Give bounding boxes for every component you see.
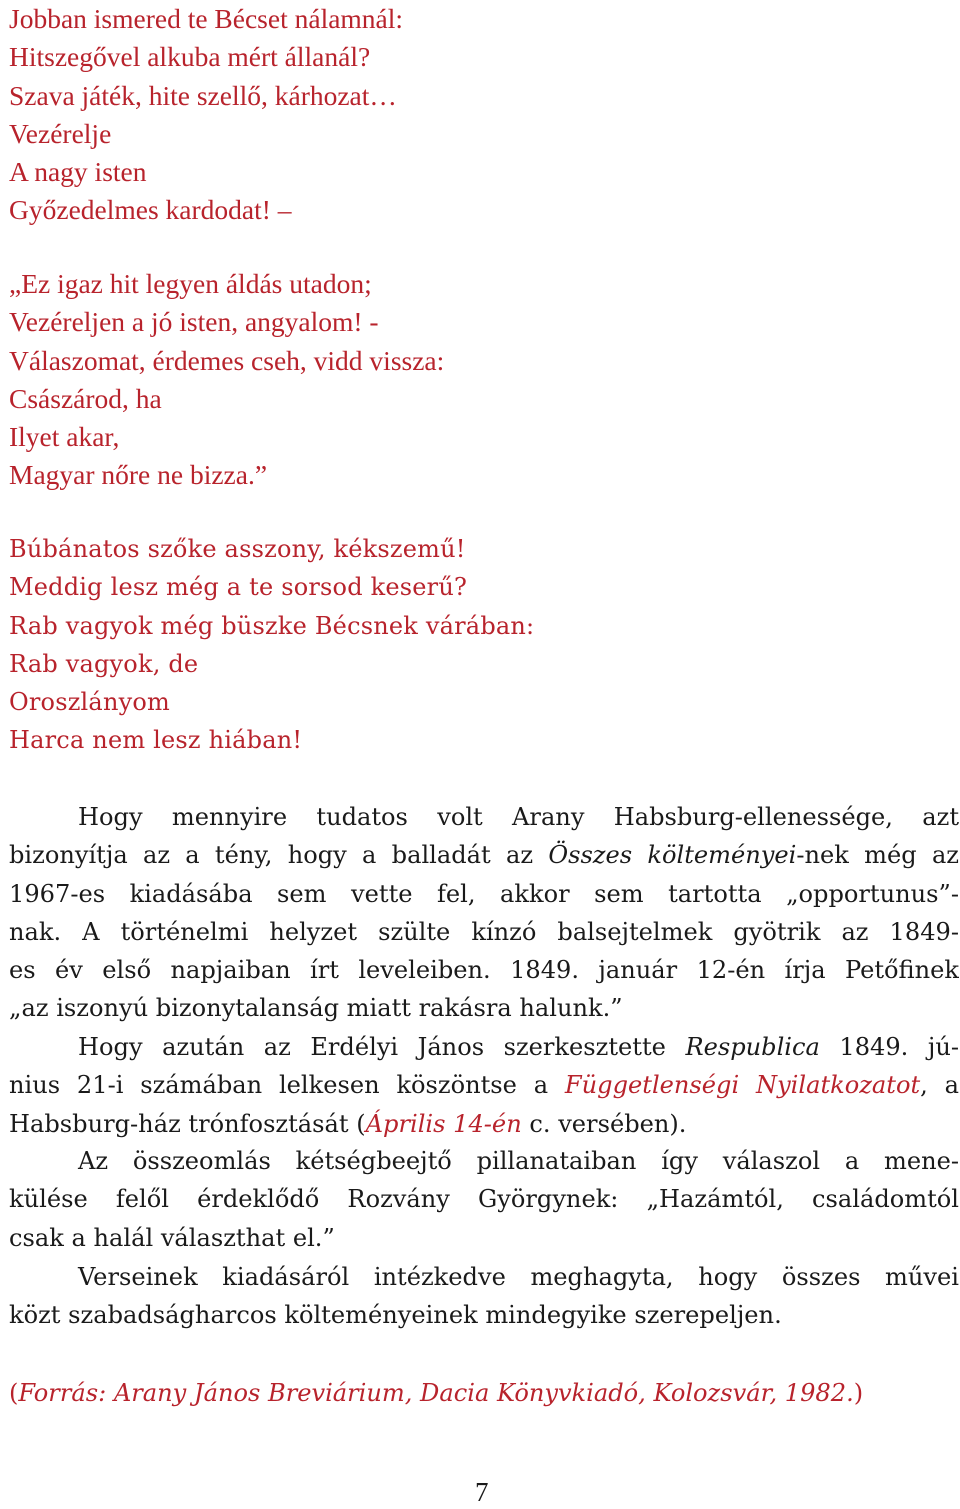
page-number: 7 — [475, 1477, 489, 1507]
paragraph-line: csak a halál választhat el.” — [9, 1223, 335, 1252]
text-run: -nek még az — [796, 841, 959, 870]
poem-line: Jobban ismered te Bécset nálamnál: — [9, 3, 404, 34]
paragraph-line: Az összeomlás kétségbeejtő pillanataiban így válaszol a mene- — [78, 1147, 959, 1175]
text-run: 1849. jú- — [819, 1033, 959, 1061]
source-citation — [9, 1374, 863, 1412]
poem-line: Oroszlányom — [9, 688, 170, 717]
paragraph-line — [9, 1105, 959, 1143]
paragraph-line — [9, 1028, 959, 1066]
poem-line: Szava játék, hite szellő, kárhozat… — [9, 79, 397, 111]
paragraph-4 — [9, 1258, 959, 1335]
text-run: bizonyítja az a tény, hogy a balladát az — [9, 841, 549, 870]
poem-stanza-1 — [9, 0, 403, 230]
paragraph-line: es év első napjaiban írt leveleiben. 1849. január 12-én írja Petőfinek — [9, 956, 959, 985]
poem-stanza-2 — [9, 265, 444, 495]
paragraph-3 — [9, 1142, 959, 1257]
poem-line: Hitszegővel alkuba mért állanál? — [9, 41, 371, 73]
poem-line: Búbánatos szőke asszony, kékszemű! — [9, 535, 466, 563]
paragraph-2 — [9, 1028, 959, 1143]
poem-line: Harca nem lesz hiában! — [9, 726, 303, 755]
text-run: nius 21-i számában lelkesen köszöntse a — [9, 1071, 565, 1100]
poem-line: Vezéreljen a jó isten, angyalom! - — [9, 306, 379, 338]
text-run: Habsburg-ház trónfosztását ( — [9, 1109, 366, 1138]
poem-line: Győzedelmes kardodat! – — [9, 194, 292, 226]
poem-line: Vezérelje — [9, 117, 112, 149]
poem-line: „Ez igaz hit legyen áldás utadon; — [9, 268, 372, 299]
text-run: c. versében). — [521, 1109, 687, 1138]
paragraph-line: nak. A történelmi helyzet szülte kínzó balsejtelmek gyötrik az 1849- — [9, 917, 959, 946]
paragraph-line: „az iszonyú bizonytalanság miatt rakásra halunk.” — [9, 994, 623, 1023]
poem-line: Császárod, ha — [9, 382, 162, 414]
poem-line: Rab vagyok, de — [9, 649, 199, 678]
poem-line: Rab vagyok még büszke Bécsnek várában: — [9, 611, 535, 640]
poem-line: Magyar nőre ne bizza.” — [9, 459, 268, 491]
paragraph-line — [9, 1066, 959, 1104]
poem-stanza-3 — [9, 530, 534, 760]
poem-title-link: Április 14-én — [365, 1109, 522, 1138]
paragraph-line: közt szabadságharcos költeményeinek mindegyike szerepeljen. — [9, 1301, 782, 1330]
paragraph-line: 1967-es kiadásába sem vette fel, akkor sem tartotta „opportunus”- — [9, 879, 959, 908]
paragraph-line: külése felől érdeklődő Rozvány Györgynek: „Hazámtól, családomtól — [9, 1185, 959, 1214]
paragraph-line: Hogy mennyire tudatos volt Arany Habsburg-ellenessége, azt — [78, 803, 959, 831]
paren-close: ) — [853, 1379, 864, 1407]
source-text: Forrás: Arany János Breviárium, Dacia Könyvkiadó, Kolozsvár, 1982. — [18, 1379, 854, 1407]
text-run: , a — [920, 1071, 959, 1100]
book-title-italic: Összes költeményei — [548, 841, 797, 870]
paragraph-1 — [9, 798, 959, 1028]
poem-line: Meddig lesz még a te sorsod keserű? — [9, 573, 468, 602]
poem-line: Válaszomat, érdemes cseh, vidd vissza: — [9, 344, 445, 376]
newspaper-title-italic: Respublica — [685, 1033, 820, 1061]
paren-open: ( — [9, 1379, 19, 1407]
paragraph-line — [9, 836, 959, 874]
text-run: Hogy azután az Erdélyi János szerkesztette — [78, 1033, 686, 1061]
paragraph-line: Verseinek kiadásáról intézkedve meghagyta, hogy összes művei — [78, 1263, 959, 1291]
poem-line: A nagy isten — [9, 156, 147, 188]
poem-line: Ilyet akar, — [9, 421, 120, 453]
document-title-link: Függetlenségi Nyilatkozatot — [564, 1071, 921, 1100]
